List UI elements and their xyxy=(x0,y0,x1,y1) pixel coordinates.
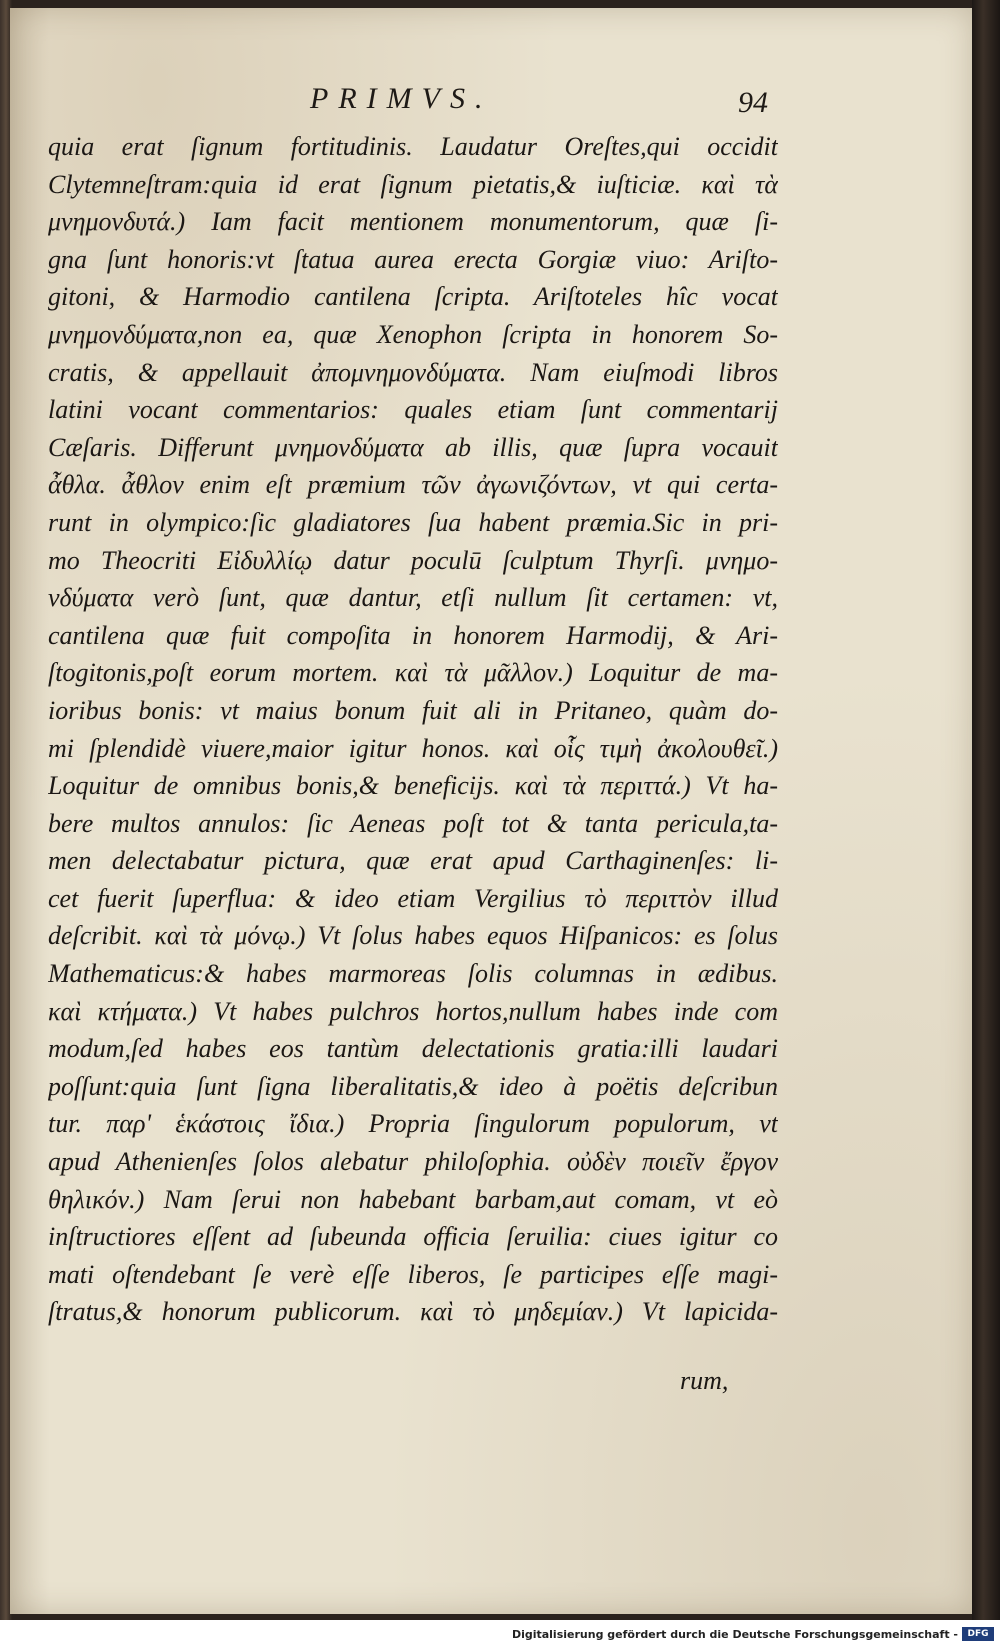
text-line: bere multos annulos: ſic Aeneas poſt tot & tanta pericula,ta- xyxy=(48,808,778,838)
text-line: καὶ κτήματα.) Vt habes pulchros hortos,nullum habes inde com xyxy=(48,996,778,1026)
text-line: mi ſplendidè viuere,maior igitur honos. καὶ οἷς τιμὴ ἀκολουθεῖ.) xyxy=(48,733,778,763)
text-line: Loquitur de omnibus bonis,& beneficijs. καὶ τὰ περιττά.) Vt ha- xyxy=(48,771,778,801)
funding-credit: Digitalisierung gefördert durch die Deutsche Forschungsgemeinschaft - xyxy=(511,1628,958,1641)
text-line: ἆθλα. ἆθλον enim eſt præmium τῶν ἀγωνιζόντων, vt qui certa- xyxy=(48,470,778,500)
text-line: inſtructiores eſſent ad ſubeunda officia ſeruilia: ciues igitur co xyxy=(48,1222,778,1252)
text-line: quia erat ſignum fortitudinis. Laudatur Oreſtes,qui occidit xyxy=(48,132,778,161)
text-line: latini vocant commentarios: quales etiam ſunt commentarij xyxy=(48,395,778,425)
text-line: ſtratus,& honorum publicorum. καὶ τὸ μηδεμίαν.) Vt lapicida- xyxy=(48,1297,778,1327)
text-line: νδύματα verò ſunt, quæ dantur, etſi nullum ſit certamen: vt, xyxy=(48,583,778,613)
text-line: μνημονδυτά.) Iam facit mentionem monumentorum, quæ ſi- xyxy=(48,207,778,237)
text-line: Mathematicus:& habes marmoreas ſolis columnas in ædibus. xyxy=(48,959,778,989)
text-line: deſcribit. καὶ τὰ μόνῳ.) Vt ſolus habes equos Hiſpanicos: es ſolus xyxy=(48,921,778,951)
text-line: θηλικόν.) Nam ſerui non habebant barbam,aut comam, vt eò xyxy=(48,1184,778,1214)
text-line: modum,ſed habes eos tantùm delectationis gratia:illi laudari xyxy=(48,1034,778,1064)
text-line: mo Theocriti Εἰδυλλίῳ datur poculū ſculptum Thyrſi. μνημο- xyxy=(48,545,778,575)
text-line: men delectabatur pictura, quæ erat apud Carthaginenſes: li- xyxy=(48,846,778,876)
page-gutter-shadow xyxy=(972,0,1000,1620)
body-text xyxy=(48,128,778,1331)
text-line: runt in olympico:ſic gladiatores ſua habent præmia.Sic in pri- xyxy=(48,507,778,537)
text-line: ioribus bonis: vt maius bonum fuit ali in Pritaneo, quàm do- xyxy=(48,695,778,725)
text-line: mati oſtendebant ſe verè eſſe liberos, ſe participes eſſe magi- xyxy=(48,1259,778,1289)
text-line: Clytemneſtram:quia id erat ſignum pietatis,& iuſticiæ. καὶ τὰ xyxy=(48,169,778,199)
dfg-logo: DFG xyxy=(962,1627,994,1641)
text-line: apud Athenienſes ſolos alebatur philoſophia. οὐδὲν ποιεῖν ἔργον xyxy=(48,1147,778,1177)
text-line: poſſunt:quia ſunt ſigna liberalitatis,& ideo à poëtis deſcribun xyxy=(48,1071,778,1101)
text-line: ſtogitonis,poſt eorum mortem. καὶ τὰ μᾶλλον.) Loquitur de ma- xyxy=(48,658,778,688)
catchword: rum, xyxy=(680,1366,729,1395)
page-number: 94 xyxy=(738,86,768,119)
text-line: cratis, & appellauit ἀπομνημονδύματα. Nam eiuſmodi libros xyxy=(48,357,778,387)
text-line: cantilena quæ fuit compoſita in honorem Harmodij, & Ari- xyxy=(48,620,778,650)
text-line: μνημονδύματα,non ea, quæ Xenophon ſcripta in honorem So- xyxy=(48,319,778,349)
text-line: cet fuerit ſuperflua: & ideo etiam Vergilius τὸ περιττὸν illud xyxy=(48,883,778,913)
text-line: tur. παρ' ἑκάστοις ἴδια.) Propria ſingulorum populorum, vt xyxy=(48,1109,778,1139)
running-head: PRIMVS. xyxy=(310,82,493,115)
text-line: gitoni, & Harmodio cantilena ſcripta. Ariſtoteles hîc vocat xyxy=(48,282,778,312)
text-line: gna ſunt honoris:vt ſtatua aurea erecta Gorgiæ viuo: Ariſto- xyxy=(48,244,778,274)
text-line: Cæſaris. Differunt μνημονδύματα ab illis, quæ ſupra vocauit xyxy=(48,432,778,462)
